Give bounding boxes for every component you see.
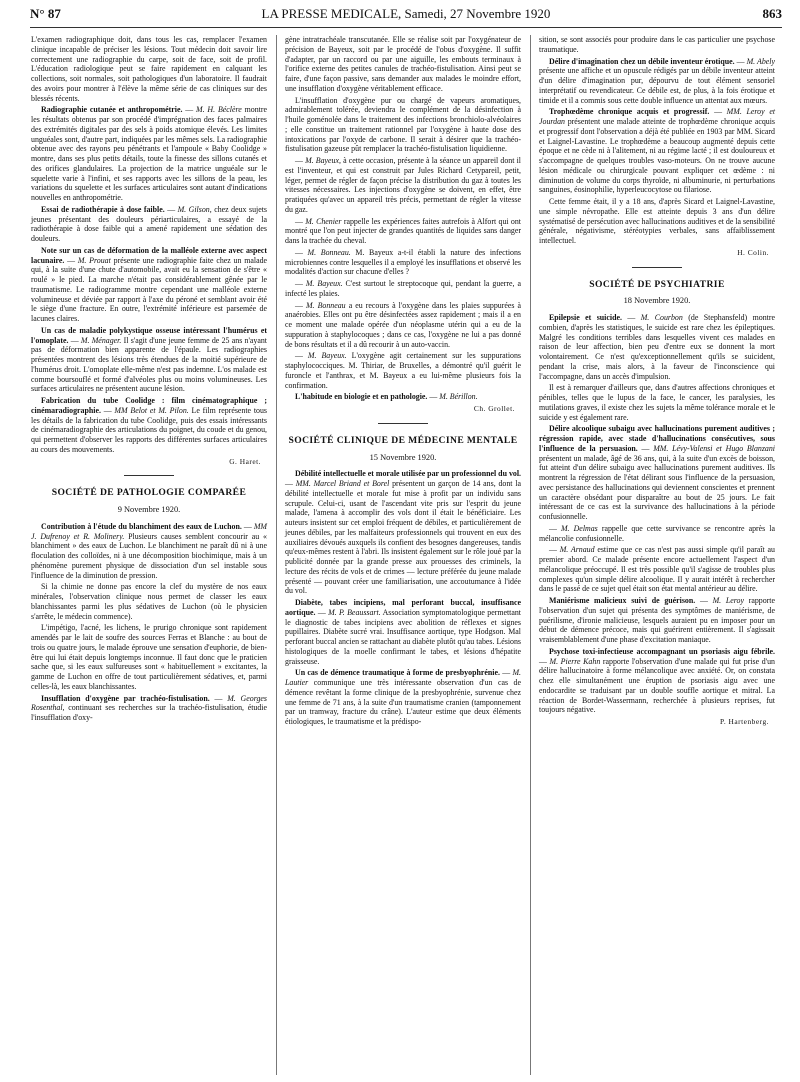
paragraph: Délire alcoolique subaigu avec hallucinations purement auditives ; régression rapide, avec stade d'hallucinations consécutives, sous l'influence de la persuasion. — MM. Lévy-Valensi et Hugo Blanzani présentent un malade, âgé de 36 ans, qui, à la suite d'un excès de boisson, fut atteint d'un délire subaigu avec hallucinations purement auditives. Ils montrent la régression de l'état délirant sous l'influence de la persuasion, avec persistance des hallucinations qui deviennent conscientes et prennent un caractère obsédant pour disparaître au bout de 25 jours. Le fait intéressant de ce cas est la survivance des hallucinations à la période confusionnelle. [539, 424, 775, 521]
paragraph: — M. Bayeux. L'oxygène agit certainement sur les suppurations staphylococciques. M. Thiriar, de Bruxelles, a démontré qu'il guérit le furoncle et l'anthrax, et M. Bayeux a eu lui-même plusieurs fois la confirmation. [285, 351, 521, 390]
author: M. P. Beaussart. [328, 607, 381, 617]
article-title: Insufflation d'oxygène par trachéo-fistulisation. [41, 693, 210, 703]
paragraph: Essai de radiothérapie à dose faible. — M. Gilson, chez deux sujets jeunes présentant des douleurs périarticulaires, a essayé de la radiothérapie à dose faible qui a amené rapidement une sédation des douleurs. [31, 204, 267, 243]
article-text: estime que ce cas n'est pas aussi simple qu'il paraît au premier abord. Ce malade présente encore actuellement l'aspect d'un mélancolique préoccupé. Il est très possible qu'il s'agisse de troubles plus complexes qu'un simple délire alcoolique. Il y aurait intérêt à rechercher dans le passé de ce sujet quel était son état mental antérieur au délire. [539, 545, 775, 594]
author: M. Prouat [77, 255, 111, 265]
article-text: présente une radiographie faite chez un malade qui, à la suite d'une chute d'automobile, avait eu la sensation de s'être « roulé » le pied. La marche n'était pas considérablement gênée par le traumatisme. Le radiogramme montre cependant une malléole externe volumineuse et déviée par rapport à l'axe du péroné et semblant avoir été le siège d'une fracture. En outre, l'extrémité inférieure est parsemée de lacunes claires. [31, 255, 268, 323]
signature: G. Haret. [229, 456, 261, 466]
paragraph: Cette femme était, il y a 18 ans, d'après Sicard et Laignel-Lavastine, une simple névropathe. Elle est atteinte depuis 3 ans d'un délire systématisé de persécution avec hallucinations auditives et de la sensibilité générale, négativisme, stéréotypies verbales, sans affaiblissement intellectuel. [539, 197, 775, 245]
article-title: Radiographie cutanée et anthropométrie. [41, 105, 183, 115]
paragraph: — M. Bayeux, à cette occasion, présente à la séance un appareil dont il est l'inventeur, et qui est construit par Jules Richard Cetypareil, petit, léger, permet de régler de façon précise la distribution du gaz à toutes les vitesses nécessaires. Les injections d'oxygène se doivent, en effet, être pratiquées qu'avec un appareil très précis, permettant de régler la vitesse du gaz. [285, 156, 521, 214]
article-text: Association symptomatologique permettant le diagnostic de tabes incipiens avec abolition de réflexes et signes pupillaires. Diabète sucré vrai. Insuffisance aortique, type Hodgson. Mal perforant buccal ancien se rattachant au diabète plutôt qu'au tabes. Lésions histologiques de la moelle confirmant le tabes, et lésions d'hépatite graisseuse. [285, 607, 521, 666]
paragraph: Un cas de démence traumatique à forme de presbyophrénie. — M. Lautier communique une très intéressante observation d'un cas de démence revêtant la forme clinique de la presbyophrénie, survenue chez une femme de 71 ans, à la suite d'un traumatisme cranien (tamponnement par un tramway, fracture du crâne). L'auteur estime que deux éléments étiologiques, le traumatisme et la prédispo- [285, 668, 521, 726]
section-rule [378, 423, 428, 424]
article-title: Psychose toxi-infectieuse accompagnant un psoriasis aigu fébrile. [549, 646, 775, 656]
author: M. Delmas [560, 523, 598, 533]
article-title: Un cas de démence traumatique à forme de presbyophrénie. [295, 668, 500, 678]
author: M. Gilson, [177, 204, 212, 214]
section-heading: SOCIÉTÉ DE PSYCHIATRIE [589, 278, 725, 290]
article-title: L'habitude en biologie et en pathologie. [295, 392, 428, 402]
section-rule [632, 267, 682, 268]
author: MM J. Dufrenoy et R. Molinery. [31, 521, 267, 541]
article-text: (de Stephansfeld) montre combien, d'après les statistiques, le suicide est rare chez les épileptiques. Malgré les conditions terribles dans lesquelles vivent ces malades en raison de leur affection, bien peu d'entre eux se donnent la mort volontairement. Ce n'est qu'exceptionnellement qu'ils se suicident, pendant la crise, mais alors, à la faveur de l'inconscience qui l'accompagne, dans un accès d'impulsion. [539, 313, 775, 381]
paragraph: Contribution à l'étude du blanchiment des eaux de Luchon. — MM J. Dufrenoy et R. Molinery. Plusieurs causes semblent concourir au « blanchiment » des eaux de Luchon. Le blanchiment ne paraît dû ni à une floculation des colloïdes, ni à une décomposition biochimique, mais à un phénomène purement physique de dissociation d'un sel instable sous l'influence de la diminution de pression. [31, 521, 267, 580]
article-text: C'est surtout le streptocoque qui, pendant la guerre, a infecté les plaies. [285, 279, 521, 298]
article-text: rapporte l'observation d'un sujet qui présenta des symptômes de maniérisme, de puérilisme, d'ironie malicieuse, lesquels auraient pu en imposer pour un début de démence précoce, mais qui guérirent entièrement. Il s'agissait vraisemblablement d'une phase d'excitation maniaque. [539, 596, 775, 644]
author: M. Pierre Kahn [549, 656, 601, 666]
paragraph: Fabrication du tube Coolidge : film cinématographique ; cinémaradiographie. — MM Belot et M. Pilon. Le film représente tous les détails de la fabrication du tube Coolidge, puis des essais intéressants de cinémaradiographie des articulations du poignet, du coude et du genou, qui permettent d'observer les rapports des différentes surfaces articulaires au cours des mouvements. [31, 396, 267, 454]
paragraph: Il est à remarquer d'ailleurs que, dans d'autres affections chroniques et pénibles, telles que le lupus de la face, le cancer, les paralysies, les mutilations graves, il existe chez les sujets la même tolérance morale et le suicide y est également rare. [539, 383, 775, 422]
article-title: Délire d'imagination chez un débile inventeur érotique. [549, 56, 735, 66]
author: MM. Marcel Briand et Borel [295, 479, 390, 488]
signature: H. Colin. [737, 247, 769, 257]
article-text: rapporte l'observation d'une malade qui fut prise d'un délire hallucinatoire à forme mélancolique avec anxiété. Or, on constata chez elle simultanément une éruption de psoriasis aigu avec une endocardite se traduisant par un double souffle aortique et mitral. La réaction de Bordet-Wassermann, recherchée à plusieurs reprises, fut toujours négative. [539, 656, 775, 715]
article-text: M. Bayeux a-t-il établi la nature des infections microbiennes contre lesquelles il a employé les insufflations et observé les modalités d'action sur chacune d'elles ? [285, 247, 521, 277]
paragraph: Epilepsie et suicide. — M. Courbon (de Stephansfeld) montre combien, d'après les statistiques, le suicide est rare chez les épileptiques. Malgré les conditions terribles dans lesquelles vivent ces malades en raison de leur affection, bien peu d'entre eux se donnent la mort volontairement. Ce n'est qu'exceptionnellement qu'ils se suicident, pendant la crise, mais alors, à la faveur de l'inconscience qui l'accompagne, dans un accès d'impulsion. [539, 313, 775, 381]
author: M. Chenier [305, 216, 342, 226]
article-text: rappelle que cette survivance se rencontre après la mélancolie confusionnelle. [539, 523, 775, 543]
paragraph: Trophœdème chronique acquis et progressif. — MM. Leroy et Jourdan présentent une malade atteinte de trophœdème chronique acquis et progressif dont l'observation a déjà été publiée en 1903 par MM. Sicard et Laignel-Lavastine. Le trophœdème a beaucoup augmenté depuis cette époque et ne cède ni à l'alitement, ni au régime lacté ; il est douloureux et s'accompagne de quelques troubles vaso-moteurs. On ne trouve aucune lésion médicale ou chirurgicale pouvant expliquer cet œdème : ni diminution de volume du corps thyroïde, ni albuminurie, ni perturbations sanguines, éosinophilie, hyperleucocytose ou filariose. [539, 107, 776, 195]
article-text: à cette occasion, présente à la séance un appareil dont il est l'inventeur, et qui est construit par Jules Richard Cetypareil, petit, léger, permet de régler de façon précise la distribution du gaz à toutes les vitesses nécessaires. Les injections d'oxygène se doivent, en effet, être pratiquées qu'avec un appareil très précis, permettant de régler la vitesse du gaz. [285, 156, 521, 214]
paragraph: L'habitude en biologie et en pathologie. — M. Bérillon. [295, 392, 478, 402]
paragraph: gène intratrachéale transcutanée. Elle se réalise soit par l'oxygénateur de précision de Bayeux, soit par le procédé de l'obus d'oxygène. Il suffit d'adapter, par un raccord ou par une aiguille, les embouts terminaux à l'orifice externe des petites canules de trachéo-fistulisation. Ainsi peut se faire, d'une façon passive, sans demander aux malades le moindre effort, une insufflation d'oxygène véritablement efficace. [285, 35, 521, 93]
article-text: communique une très intéressante observation d'un cas de démence revêtant la forme clinique de la presbyophrénie, survenue chez une femme de 71 ans, à la suite d'un traumatisme cranien (tamponnement par un tramway, fracture du crâne). L'auteur estime que deux éléments étiologiques, le traumatisme et la prédispo- [285, 678, 521, 726]
article-title: Débilité intellectuelle et morale utilisée par un professionnel du vol. [295, 469, 521, 479]
author: M. Bayeux, [305, 156, 341, 165]
article-text: présentent un garçon de 14 ans, dont la débilité intellectuelle et morale fut mise à profit par un individu sans scrupule. Celui-ci, usant de l'ascendant vite pris sur l'esprit du jeune malade, l'amena à accomplir des vols dont il était le bénéficiaire. Les auteurs insistent sur cet emploi fréquent de débiles, et particulièrement de jeunes débiles, par les malfaiteurs professionnels qui trouvent en eux des auxiliaires dévoués auxquels ils confient des besognes dangereuses, tandis qu'eux-mêmes restent à l'abri. Ils insistent également sur le rôle joué par la publicité donnée par la grande presse aux prouesses des criminels, la lecture des récits de vols et de crimes — lecture préférée du jeune malade présenté — pouvant créer une familiarisation, une accoutumance à l'idée du vol. [285, 479, 521, 596]
article-text: Il s'agit d'une jeune femme de 25 ans n'ayant pas de déformation bien apparente de l'épaule. Les radiographies présentées montrent des lésions très étendues de la moitié supérieure de l'humérus droit. L'omoplate elle-même n'est pas indemne. L'os malade est comme boursouflé et formé d'alvéoles plus ou moins volumineuses. Les surfaces articulaires ne présentent aucune lésion. [31, 335, 267, 394]
author: M. Lautier [285, 668, 521, 687]
article-text: rappelle les expériences faites autrefois à Alfort qui ont montré que l'on peut injecter de grandes quantités de liquides sans danger dans la trachée du cheval. [285, 216, 521, 245]
paragraph: Si la chimie ne donne pas encore la clef du mystère de nos eaux minérales, l'observation clinique nous permet de classer les eaux blanchissantes parmi les plus sédatives de Luchon (où le physicien s'arrête, le médecin commence). [31, 582, 267, 621]
header-rule [30, 27, 782, 28]
paragraph: L'impétigo, l'acné, les lichens, le prurigo chronique sont rapidement amendés par le lait de soufre des sources Ferras et Blanche : au bout de trois ou quatre jours, le malade éprouve une sensation d'euphorie, de bien-être qui lui était depuis longtemps inconnue. Il faut donc que le praticien sache que, si les eaux sulfureuses sont « habituellement » excitantes, la gamme de Luchon en offre de tout particulièrement sédatives, et, parmi celles-là, les eaux blanchissantes. [31, 623, 267, 691]
author: M. Bérillon. [439, 392, 478, 402]
section-heading: SOCIÉTÉ CLINIQUE DE MÉDECINE MENTALE [288, 434, 518, 446]
paragraph: Maniérisme malicieux suivi de guérison. — M. Leroy rapporte l'observation d'un sujet qui présenta des symptômes de maniérisme, de puérilisme, d'ironie malicieuse, lesquels auraient pu en imposer pour un début de démence précoce, mais qui guérirent entièrement. Il s'agissait vraisemblablement d'une phase d'excitation maniaque. [539, 596, 775, 644]
article-text: Le film représente tous les détails de la fabrication du tube Coolidge, puis des essais intéressants de cinémaradiographie des articulations du poignet, du coude et du genou, qui permettent d'observer les rapports des différentes surfaces articulaires au cours des mouvements. [31, 405, 267, 454]
section-date: 9 Novembre 1920. [117, 505, 181, 514]
author: M. Bayeux. [305, 279, 343, 288]
section-heading: SOCIÉTÉ DE PATHOLOGIE COMPARÉE [51, 487, 247, 499]
article-title: Note sur un cas de déformation de la malléole externe avec aspect lacunaire. [31, 245, 267, 265]
article-title: Contribution à l'étude du blanchiment des eaux de Luchon. [41, 521, 242, 531]
article-text: montre les résultats obtenus par son procédé d'imprégnation des faces palmaires des extrémités digitales par des sels à poids atomique élevés. Les limites unguéales sont, d'autre part, indiquées par les mêmes sels. La radiographie obtenue avec des rayons peu pénétrants et l'ampoule « Baby Coolidge » montre, dans ses plus petits détails, toute la finesse des sillons cutanés et des orifices glandulaires. La projection de la matrice unguéale sur le squelette varie à l'infini, et ses rapports avec les sillons de la peau, les variations du squelette et les surfaces articulaires sont autant d'indications nouvelles en anthropométrie. [31, 105, 267, 202]
journal-title: LA PRESSE MEDICALE, Samedi, 27 Novembre 1920 [261, 6, 551, 21]
article-title: Délire alcoolique subaigu avec hallucinations purement auditives ; régression rapide, avec stade d'hallucinations consécutives, sous l'influence de la persuasion. [539, 424, 775, 453]
author: M. Leroy [712, 596, 744, 605]
paragraph: Diabète, tabes incipiens, mal perforant buccal, insuffisance aortique. — M. P. Beaussart. Association symptomatologique permettant le diagnostic de tabes incipiens avec abolition de réflexes et signes pupillaires. Diabète sucré vrai. Insuffisance aortique, type Hodgson. Mal perforant buccal ancien se rattachant au diabète plutôt qu'au tabes. Lésions histologiques de la moelle confirmant le tabes, et lésions d'hépatite graisseuse. [285, 598, 521, 666]
paragraph: — M. Bayeux. C'est surtout le streptocoque qui, pendant la guerre, a infecté les plaies. [285, 279, 521, 298]
author: M. Bonneau [305, 300, 346, 310]
article-text: présentent un malade, âgé de 36 ans, qui, à la suite d'un excès de boisson, fut atteint d'un délire subaigu avec hallucinations purement auditives. Ils montrent la régression de l'état délirant sous l'influence de la persuasion, avec persistance des hallucinations qui deviennent conscientes et prennent un caractère obsédant pour disparaître au bout de 25 jours. Le fait intéressant de ce cas est la survivance des hallucinations à la période confusionnelle. [539, 453, 775, 521]
paragraph: Délire d'imagination chez un débile inventeur érotique. — M. Abely présente une affiche et un opuscule rédigés par un débile inventeur atteint d'un délire d'imagination pur, dépourvu de tout élément sensoriel interprétatif ou revendicateur. Ce débile est, de plus, à la fois érotique et timide et il a commis sous cette double influence un attentat aux mœurs. [539, 56, 775, 105]
page-header [30, 6, 782, 26]
paragraph: L'examen radiographique doit, dans tous les cas, remplacer l'examen clinique incapable de préciser les lésions. Tout médecin doit savoir lire correctement une radiographie du carpe, soit de face, soit de profil. L'éducation radiologique peut se faire rapidement en calquant les collections, soit normales, soit pathologiques d'un laboratoire. Il faudrait des avoirs pour montrer à l'élève la même série de cas cliniques sur des blessés récents. [31, 35, 267, 103]
article-title: Maniérisme malicieux suivi de guérison. [549, 596, 696, 605]
author: M. Ménager. [80, 335, 122, 345]
section-date: 15 Novembre 1920. [369, 452, 437, 462]
section-rule [124, 475, 174, 476]
author: MM. Lévy-Valensi et Hugo Blanzani [653, 443, 775, 453]
paragraph: Un cas de maladie polykystique osseuse intéressant l'humérus et l'omoplate. — M. Ménager. Il s'agit d'une jeune femme de 25 ans n'ayant pas de déformation bien apparente de l'épaule. Les radiographies présentées montrent des lésions très étendues de la moitié supérieure de l'humérus droit. L'omoplate elle-même n'est pas indemne. L'os malade est comme boursouflé et formé d'alvéoles plus ou moins volumineuses. Les surfaces articulaires ne présentent aucune lésion. [31, 325, 267, 394]
paragraph: Psychose toxi-infectieuse accompagnant un psoriasis aigu fébrile. — M. Pierre Kahn rapporte l'observation d'une malade qui fut prise d'un délire hallucinatoire à forme mélancolique avec anxiété. Or, on constata chez elle simultanément une éruption de psoriasis aigu avec une endocardite se traduisant par un double souffle aortique et mitral. La réaction de Bordet-Wassermann, recherchée à plusieurs reprises, fut toujours négative. [539, 646, 775, 715]
article-title: Epilepsie et suicide. [549, 313, 622, 322]
paragraph: sition, se sont associés pour produire dans le cas particulier une psychose traumatique. [539, 35, 775, 54]
paragraph: — M. Chenier rappelle les expériences faites autrefois à Alfort qui ont montré que l'on peut injecter de grandes quantités de liquides sans danger dans la trachée du cheval. [285, 216, 521, 245]
column-3 [539, 35, 775, 731]
author: M. Abely [746, 56, 775, 66]
author: MM Belot et M. Pilon. [114, 405, 189, 415]
issue-number: N° 87 [30, 6, 61, 21]
author: MM. Leroy et Jourdan [539, 107, 776, 126]
paragraph: — M. Bonneau. M. Bayeux a-t-il établi la nature des infections microbiennes contre lesquelles il a employé les insufflations et observé les modalités d'action sur chacune d'elles ? [285, 247, 521, 277]
article-title: Un cas de maladie polykystique osseuse intéressant l'humérus et l'omoplate. [31, 325, 267, 345]
signature: P. Hartenberg. [720, 717, 769, 726]
column-divider-2 [530, 35, 531, 1075]
author: M. Arnaud [559, 545, 595, 555]
article-text: continuant ses recherches sur la trachéo-fistulisation, étudie l'insufflation d'oxy- [31, 703, 267, 722]
author: M. Bonneau. [307, 247, 351, 257]
paragraph: Insufflation d'oxygène par trachéo-fistulisation. — M. Georges Rosenthal, continuant ses recherches sur la trachéo-fistulisation, étudie l'insufflation d'oxy- [31, 693, 267, 722]
paragraph: — M. Delmas rappelle que cette survivance se rencontre après la mélancolie confusionnelle. [539, 523, 775, 543]
article-title: Diabète, tabes incipiens, mal perforant buccal, insuffisance aortique. [285, 598, 521, 617]
column-2 [285, 35, 521, 729]
article-text: présentent une malade atteinte de trophœdème chronique acquis et progressif dont l'observation a déjà été publiée en 1903 par MM. Sicard et Laignel-Lavastine. Le trophœdème a beaucoup augmenté depuis cette époque et ne cède ni à l'alitement, ni au régime lacté ; il est douloureux et s'accompagne de quelques troubles vaso-moteurs. On ne trouve aucune lésion médicale ou chirurgicale pouvant expliquer cet œdème : ni diminution de volume du corps thyroïde, ni albuminurie, ni perturbations sanguines, éosinophilie, hyperleucocytose ou filariose. [539, 117, 775, 195]
article-title: Essai de radiothérapie à dose faible. [41, 204, 165, 214]
article-text: chez deux sujets jeunes présentant des douleurs périarticulaires, a essayé de la radiothérapie à dose faible qui a amené rapidement une sédation des douleurs. [31, 204, 267, 243]
author: M. Bayeux. [307, 351, 347, 361]
author: M. Georges Rosenthal, [31, 693, 267, 713]
paragraph: Débilité intellectuelle et morale utilisée par un professionnel du vol. — MM. Marcel Briand et Borel présentent un garçon de 14 ans, dont la débilité intellectuelle et morale fut mise à profit par un individu sans scrupule. Celui-ci, usant de l'ascendant vite pris sur l'esprit du jeune malade, l'amena à accomplir des vols dont il était le bénéficiaire. Les auteurs insistent sur cet emploi fréquent de débiles, et particulièrement de jeunes débiles, par les malfaiteurs professionnels qui trouvent en eux des auxiliaires dévoués auxquels ils confient des besognes dangereuses, tandis qu'eux-mêmes restent à l'abri. Ils insistent également sur le rôle joué par la publicité donnée par la grande presse aux prouesses des criminels, la lecture des récits de vols et de crimes — lecture préférée du jeune malade présenté — pouvant créer une familiarisation, une accoutumance à l'idée du vol. [285, 469, 521, 596]
paragraph: L'insufflation d'oxygène pur ou chargé de vapeurs aromatiques, admirablement tolérée, deviendra le complément de la désinfection à l'huile goménolée dans le traitement des infections bronchiolo-alvéolaires ; elle constitue un traitement rationnel par l'oxygène à haute dose des intoxications par l'oxyde de carbone. Il serait à désirer que la trachéo-fistulisation gazeuse pût remplacer la trachéo-fistulisation liquidienne. [285, 95, 521, 154]
article-text: a eu recours à l'oxygène dans les plaies suppurées à anaérobies. Elles ont pu être désinfectées assez rapidement ; mais il a en ce moment une malade opérée d'un néoplasme utérin qui a eu de la suppuration à staphylocoques ; dans ce cas, l'oxygène ne lui a pas donné de bons résultats et il a dû recourir à un auto-vaccin. [285, 300, 522, 349]
article-text: Plusieurs causes semblent concourir au « blanchiment » des eaux de Luchon. Le blanchiment ne paraît dû ni à une floculation des colloïdes, ni à une décomposition biochimique, mais à un phénomène purement physique de dissociation d'un sel instable sous l'influence de la diminution de pression. [31, 531, 267, 580]
signature: Ch. Grollet. [473, 404, 515, 413]
article-text: présente une affiche et un opuscule rédigés par un débile inventeur atteint d'un délire d'imagination pur, dépourvu de tout élément sensoriel interprétatif ou revendicateur. Ce débile est, de plus, à la fois érotique et timide et il a commis sous cette double influence un attentat aux mœurs. [539, 66, 775, 105]
author: M. Courbon [640, 313, 683, 322]
paragraph: — M. Bonneau a eu recours à l'oxygène dans les plaies suppurées à anaérobies. Elles ont pu être désinfectées assez rapidement ; mais il a en ce moment une malade opérée d'un néoplasme utérin qui a eu de la suppuration à staphylocoques ; dans ce cas, l'oxygène ne lui a pas donné de bons résultats et il a dû recourir à un auto-vaccin. [285, 300, 522, 349]
paragraph: — M. Arnaud estime que ce cas n'est pas aussi simple qu'il paraît au premier abord. Ce malade présente encore actuellement l'aspect d'un mélancolique préoccupé. Il est très possible qu'il s'agisse de troubles plus complexes qu'un simple délire alcoolique. Il y aurait intérêt à rechercher dans le passé de ce sujet quel était son état mental antérieur au délire. [539, 545, 775, 594]
paragraph: Radiographie cutanée et anthropométrie. — M. H. Béclère montre les résultats obtenus par son procédé d'imprégnation des faces palmaires des extrémités digitales par des sels à poids atomique élevés. Les limites unguéales sont, d'autre part, indiquées par les mêmes sels. La radiographie obtenue avec des rayons peu pénétrants et l'ampoule « Baby Coolidge » montre, dans ses plus petits détails, toute la finesse des sillons cutanés et des orifices glandulaires. La projection de la matrice unguéale sur le squelette varie à l'infini, et ses rapports avec les sillons de la peau, les variations du squelette et les surfaces articulaires sont autant d'indications nouvelles en anthropométrie. [31, 105, 267, 202]
article-title: Trophœdème chronique acquis et progressif. [549, 107, 710, 117]
article-text: L'oxygène agit certainement sur les suppurations staphylococciques. M. Thiriar, de Bruxelles, a démontré qu'il guérit le furoncle et l'anthrax, et M. Bayeux a eu lui-même plusieurs fois la confirmation. [285, 351, 521, 390]
column-divider-1 [276, 35, 277, 1075]
column-1 [31, 35, 267, 725]
article-title: Fabrication du tube Coolidge : film cinématographique ; cinémaradiographie. [31, 396, 267, 415]
paragraph: Note sur un cas de déformation de la malléole externe avec aspect lacunaire. — M. Prouat présente une radiographie faite chez un malade qui, à la suite d'une chute d'automobile, avait eu la sensation de s'être « roulé » le pied. La marche n'était pas considérablement gênée par le traumatisme. Le radiogramme montre cependant une malléole externe volumineuse et déviée par rapport à l'axe du péroné et semblant avoir été le siège d'une fracture. En outre, l'extrémité inférieure est parsemée de lacunes claires. [31, 245, 268, 323]
author: M. H. Béclère [196, 105, 242, 115]
section-date: 18 Novembre 1920. [623, 296, 691, 306]
page-number: 863 [762, 6, 782, 21]
